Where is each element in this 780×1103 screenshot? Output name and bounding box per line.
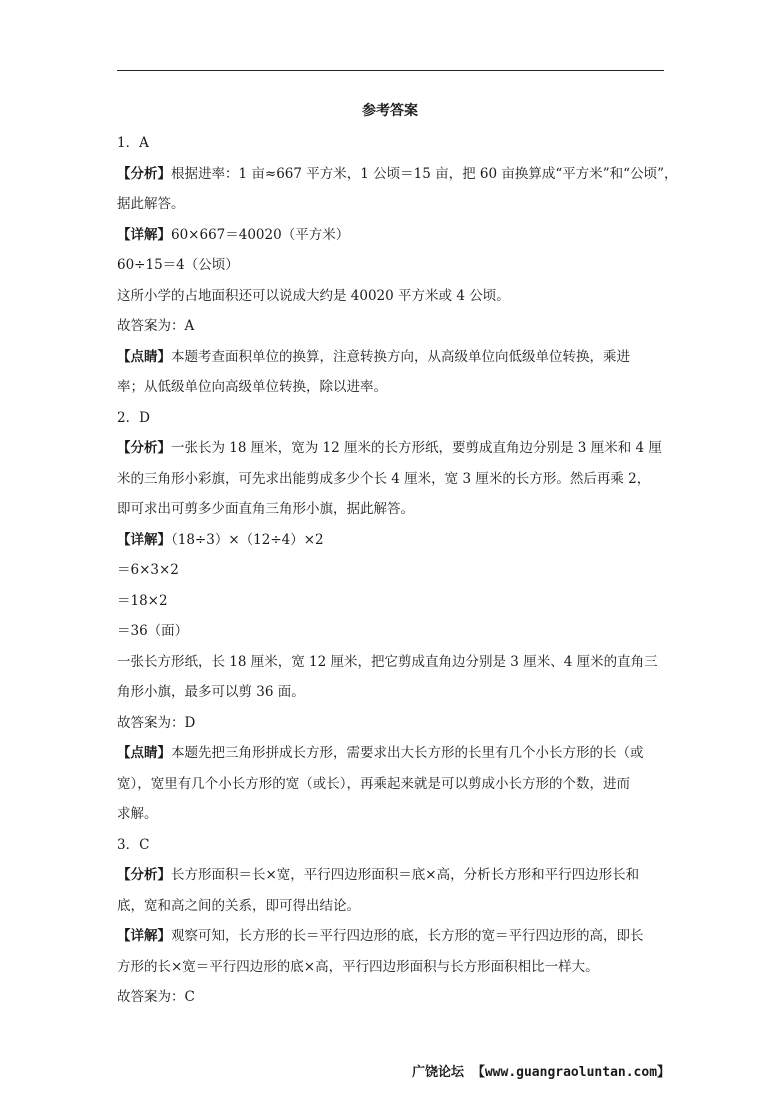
line-text: 这所小学的占地面积还可以说成大约是 40020 平方米或 4 公顷。	[117, 287, 510, 304]
section-tag: 【分析】	[117, 867, 171, 883]
line-text: 底，宽和高之间的关系，即可得出结论。	[117, 897, 360, 914]
line-text: 60×667＝40020（平方米）	[171, 226, 350, 243]
text-line	[117, 801, 665, 832]
line-text: 长方形面积＝长×宽，平行四边形面积＝底×高，分析长方形和平行四边形长和	[171, 867, 640, 883]
text-line	[117, 161, 678, 192]
header-rule	[117, 70, 664, 71]
text-line	[117, 893, 665, 924]
footer-watermark	[412, 1061, 670, 1080]
line-text: ＝18×2	[117, 592, 168, 609]
text-line	[117, 435, 665, 466]
line-text: 故答案为：C	[117, 989, 195, 1005]
text-line	[117, 771, 665, 802]
text-line	[117, 374, 665, 405]
text-line	[117, 222, 665, 253]
text-line	[117, 283, 665, 314]
text-line	[117, 313, 665, 344]
line-text: 即可求出可剪多少面直角三角形小旗，据此解答。	[117, 501, 414, 517]
text-line	[117, 618, 665, 649]
footer-url: 【www.guangraoluntan.com】	[471, 1065, 671, 1080]
line-text: 宽），宽里有几个小长方形的宽（或长），再乘起来就是可以剪成小长方形的个数，进而	[117, 775, 630, 792]
section-tag: 【详解】	[117, 928, 171, 944]
line-text: 故答案为：A	[117, 318, 195, 334]
section-tag: 【分析】	[117, 165, 171, 182]
line-text: 米的三角形小彩旗，可先求出能剪成多少个长 4 厘米，宽 3 厘米的长方形。然后再乘 2，	[117, 470, 651, 487]
line-text: 3．C	[117, 836, 150, 853]
text-line	[117, 344, 665, 375]
text-line	[117, 405, 665, 436]
text-line	[117, 252, 665, 283]
text-line	[117, 862, 665, 893]
text-line	[117, 710, 665, 741]
text-line	[117, 649, 665, 680]
text-line	[117, 984, 665, 1015]
line-text: 根据进率：1 亩≈667 平方米，1 公顷＝15 亩，把 60 亩换算成“平方米”和“公顷”，	[171, 165, 678, 182]
text-line	[117, 466, 665, 497]
line-text: 求解。	[117, 806, 158, 822]
line-text: 故答案为：D	[117, 714, 196, 731]
text-line	[117, 679, 665, 710]
line-text: 据此解答。	[117, 196, 185, 212]
answer-content	[117, 130, 678, 1015]
text-line	[117, 954, 665, 985]
text-line	[117, 527, 665, 558]
text-line	[117, 557, 665, 588]
page-title: 参考答案	[362, 103, 418, 119]
section-tag: 【详解】	[117, 531, 171, 548]
line-text: 本题先把三角形拼成长方形，需要求出大长方形的长里有几个小长方形的长（或	[171, 745, 644, 761]
line-text: 本题考查面积单位的换算，注意转换方向，从高级单位向低级单位转换，乘进	[171, 348, 630, 365]
section-tag: 【点睛】	[117, 745, 171, 761]
footer-brand: 广饶论坛	[412, 1065, 465, 1080]
line-text: 观察可知，长方形的长＝平行四边形的底，长方形的宽＝平行四边形的高，即长	[171, 928, 644, 944]
line-text: 1．A	[117, 135, 149, 151]
text-line	[117, 588, 665, 619]
line-text: 角形小旗，最多可以剪 36 面。	[117, 684, 305, 700]
line-text: 方形的长×宽＝平行四边形的底×高，平行四边形面积与长方形面积相比一样大。	[117, 958, 599, 975]
text-line	[117, 740, 665, 771]
line-text: 一张长为 18 厘米，宽为 12 厘米的长方形纸，要剪成直角边分别是 3 厘米和 4 厘	[171, 440, 662, 456]
line-text: ＝36（面）	[117, 623, 189, 639]
line-text: 60÷15＝4（公顷）	[117, 257, 239, 273]
text-line	[117, 496, 665, 527]
line-text: 2．D	[117, 409, 150, 426]
section-tag: 【详解】	[117, 226, 171, 243]
text-line	[117, 923, 665, 954]
text-line	[117, 832, 665, 863]
line-text: （18÷3）×（12÷4）×2	[171, 531, 324, 548]
section-tag: 【点睛】	[117, 348, 171, 365]
text-line	[117, 191, 665, 222]
line-text: ＝6×3×2	[117, 562, 179, 578]
section-tag: 【分析】	[117, 440, 171, 456]
text-line	[117, 130, 665, 161]
line-text: 一张长方形纸，长 18 厘米，宽 12 厘米，把它剪成直角边分别是 3 厘米、4 厘米的直角三	[117, 653, 658, 670]
line-text: 率；从低级单位向高级单位转换，除以进率。	[117, 379, 387, 395]
